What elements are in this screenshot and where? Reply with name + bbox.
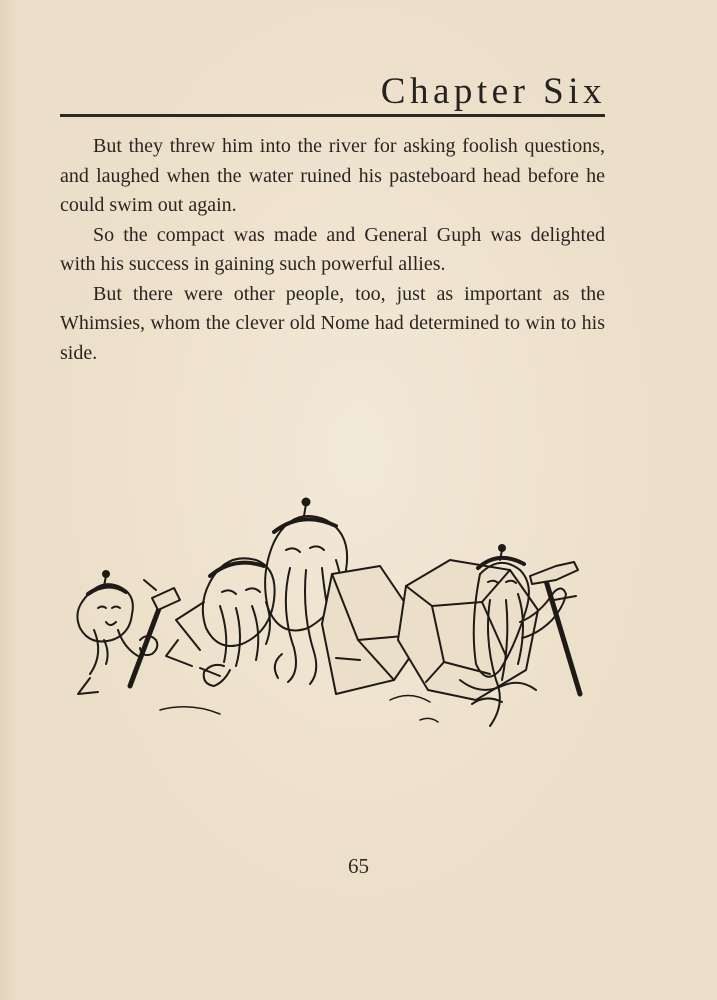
page-number: 65 <box>348 854 369 878</box>
nomes-illustration <box>60 490 620 750</box>
chapter-title: Chapter Six <box>380 71 606 112</box>
paragraph-2: So the compact was made and General Guph was delighted with his success in gaining such powerful allies. <box>60 223 605 275</box>
paragraph-3: But there were other people, too, just as important as the Whimsies, whom the clever old Nome had determined to win to his side. <box>60 282 605 364</box>
nome-left-figure <box>77 571 180 694</box>
nome-middle-figure <box>166 558 275 686</box>
paragraph-1: But they threw him into the river for asking foolish questions, and laughed when the water ruined his pasteboard head before he could swim out again. <box>60 135 605 216</box>
chapter-body <box>60 132 605 368</box>
title-rule <box>60 114 605 117</box>
gem-rock <box>398 560 538 700</box>
